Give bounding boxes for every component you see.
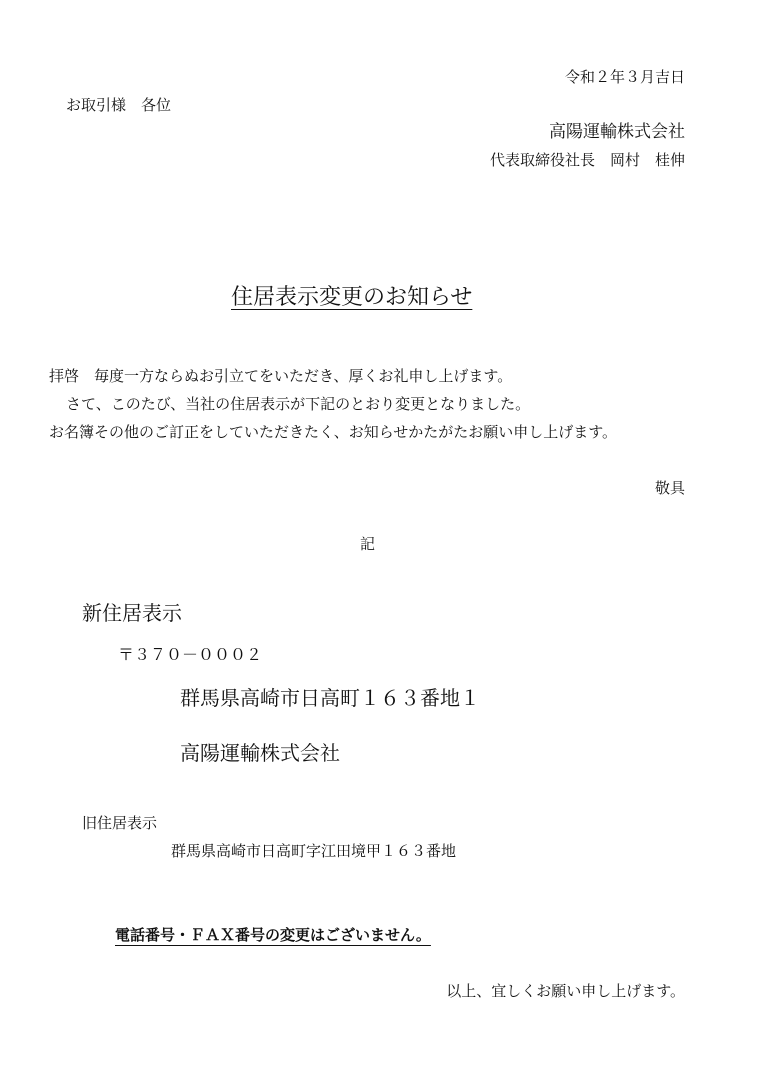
- body-line-3: お名簿その他のご訂正をしていただきたく、お知らせかたがたお願い申し上げます。: [49, 423, 618, 441]
- ki-heading: 記: [360, 535, 376, 553]
- phone-fax-notice: 電話番号・ＦＡＸ番号の変更はございません。: [115, 926, 431, 944]
- new-address-company: 高陽運輸株式会社: [180, 741, 340, 765]
- body-line-2: さて、このたび、当社の住居表示が下記のとおり変更となりました。: [66, 395, 531, 413]
- addressee: お取引様 各位: [66, 96, 172, 114]
- new-address: 群馬県高崎市日高町１６３番地１: [180, 686, 480, 710]
- new-address-heading: 新住居表示: [82, 601, 182, 625]
- old-address: 群馬県高崎市日高町字江田境甲１６３番地: [171, 842, 457, 860]
- representative: 代表取締役社長 岡村 桂伸: [489, 151, 685, 169]
- postal-code: 〒３７０－０００２: [118, 645, 263, 664]
- old-address-heading: 旧住居表示: [82, 814, 158, 832]
- company-name: 高陽運輸株式会社: [549, 122, 685, 142]
- document-title: 住居表示変更のお知らせ: [231, 285, 473, 310]
- body-line-1: 拝啓 毎度一方ならぬお引立てをいただき、厚くお礼申し上げます。: [49, 367, 513, 385]
- date: 令和２年３月吉日: [564, 68, 685, 86]
- closing-remark: 以上、宜しくお願い申し上げます。: [446, 982, 685, 1000]
- closing: 敬具: [654, 479, 685, 497]
